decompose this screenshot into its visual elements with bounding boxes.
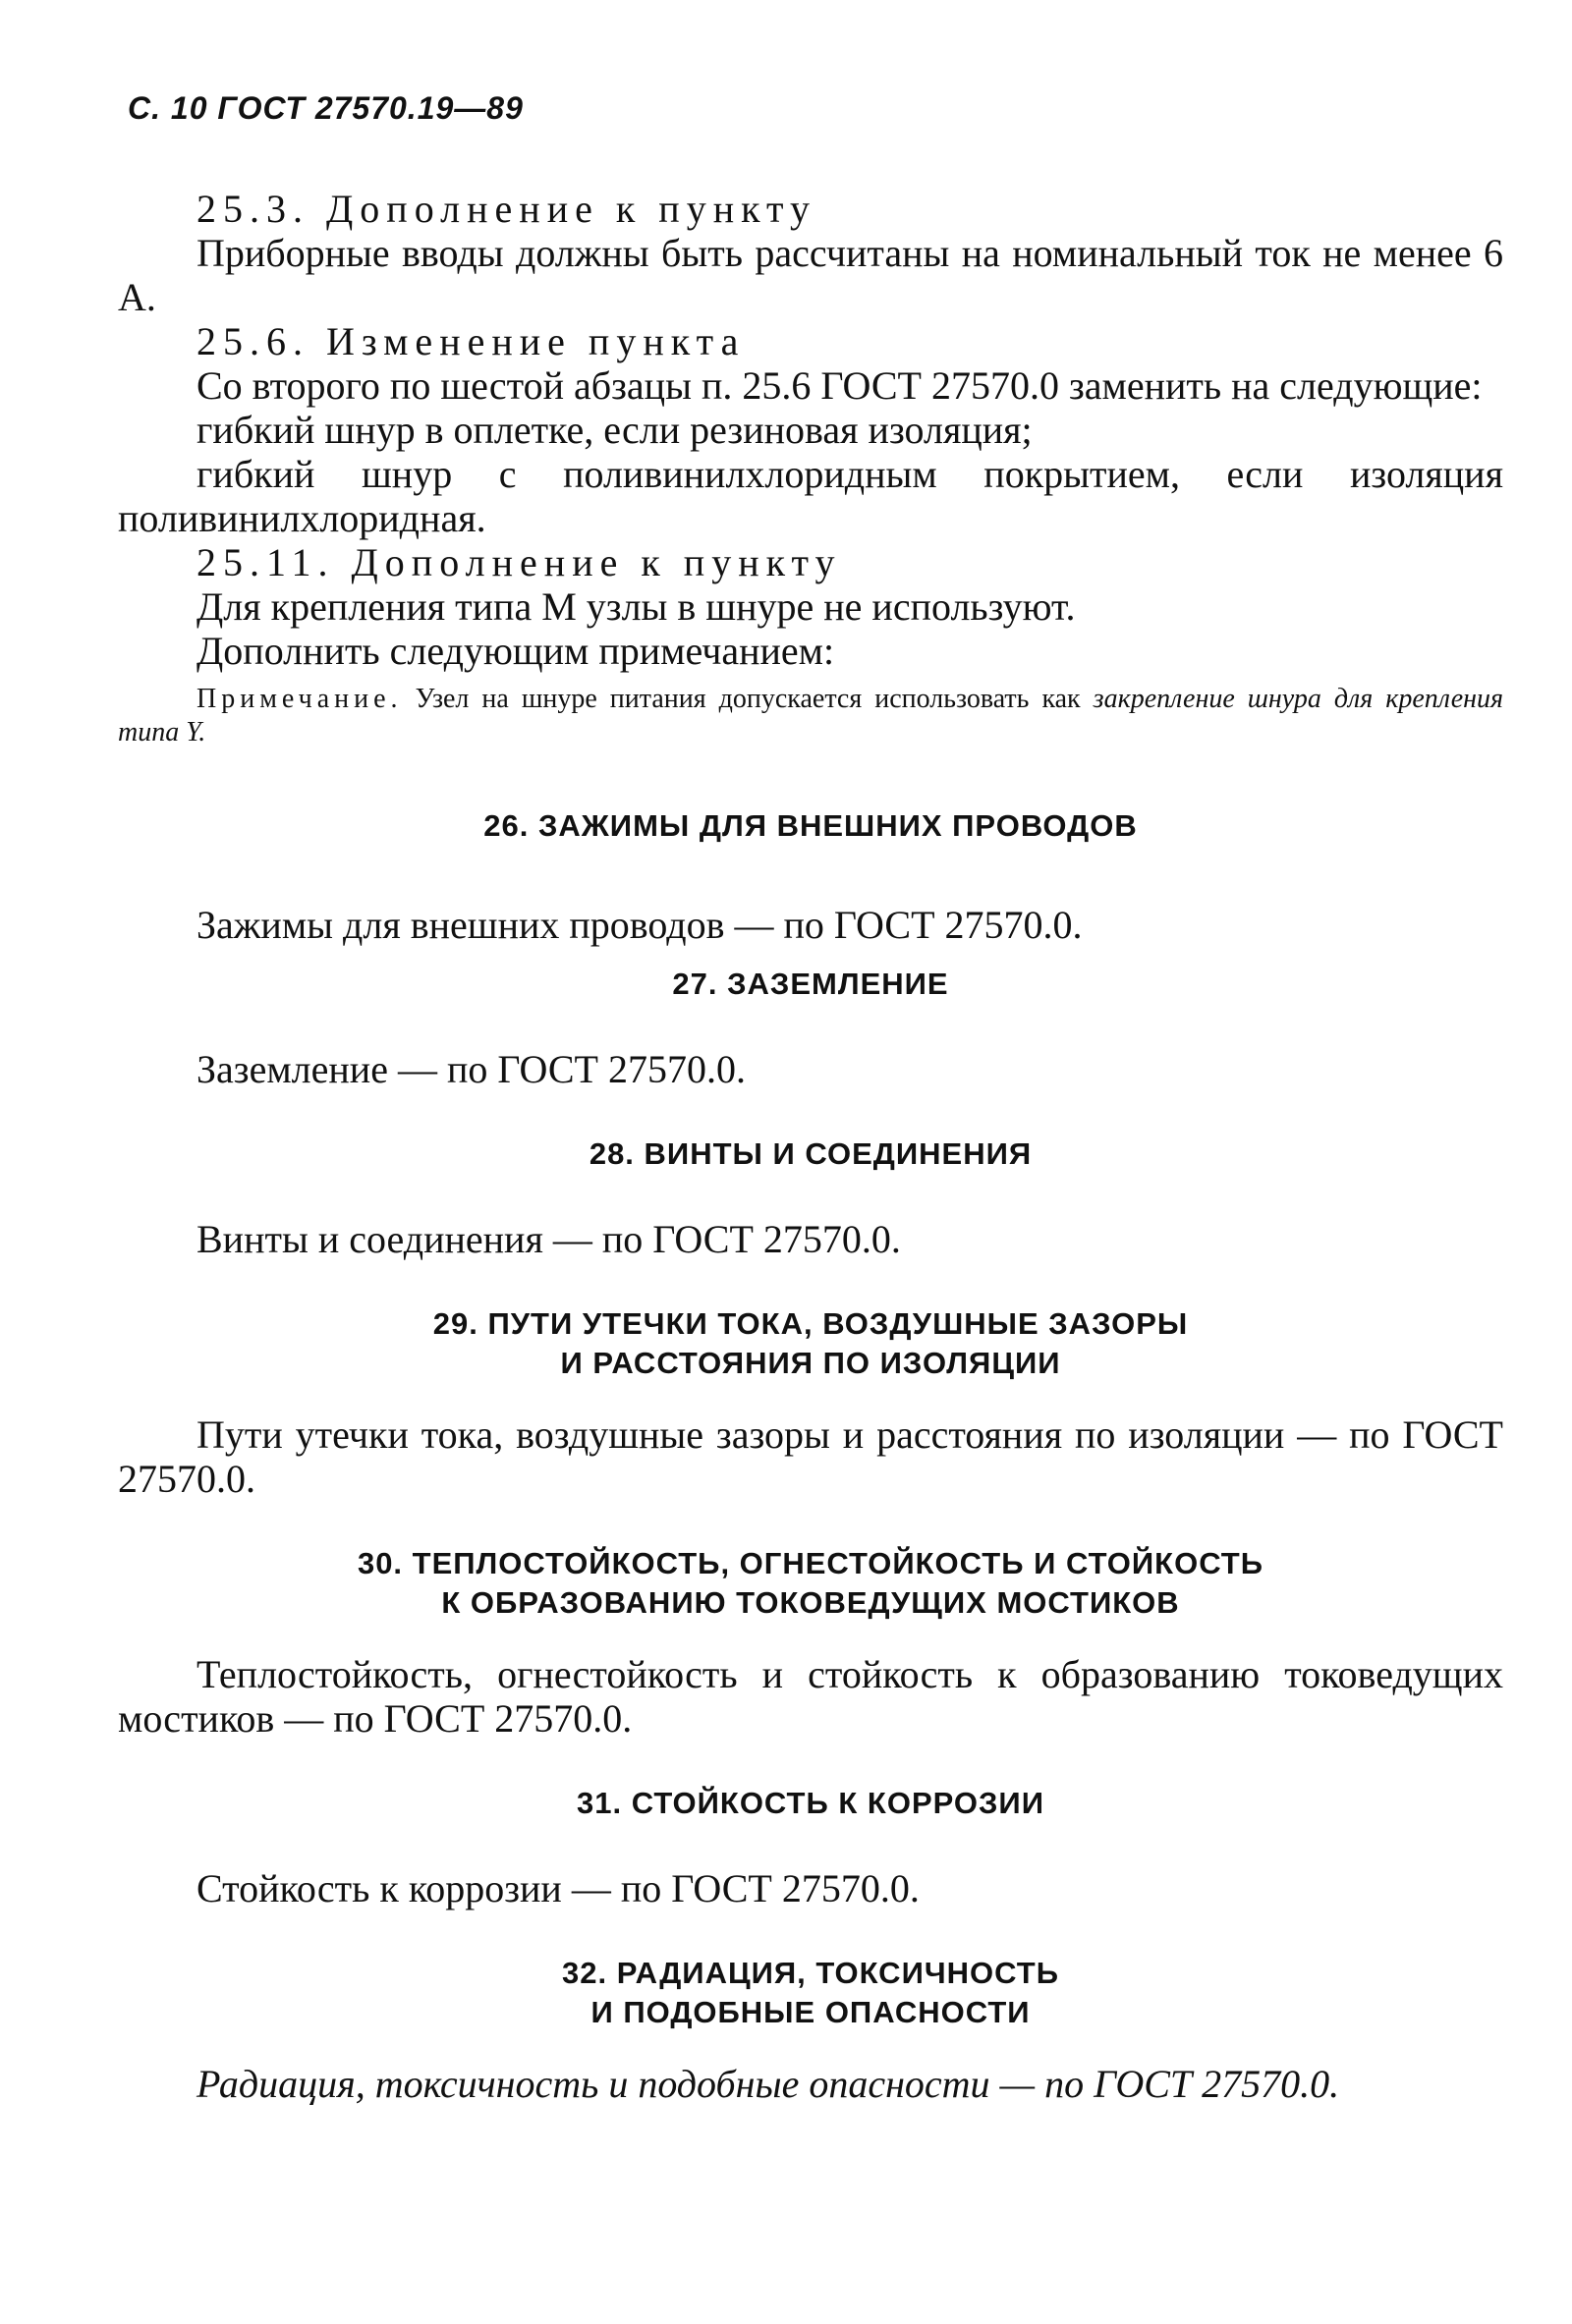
section-30-heading-line-1: 30. ТЕПЛОСТОЙКОСТЬ, ОГНЕСТОЙКОСТЬ И СТОЙКОСТЬ: [357, 1546, 1264, 1580]
section-27-text: Заземление — по ГОСТ 27570.0.: [196, 1047, 746, 1091]
clause-25-11-supplement: Дополнить следующим примечанием:: [196, 629, 835, 673]
section-29-heading-line-2: И РАССТОЯНИЯ ПО ИЗОЛЯЦИИ: [560, 1346, 1061, 1380]
clause-25-3-text: Приборные вводы должны быть рассчитаны на номинальный ток не менее 6 А.: [118, 231, 1503, 319]
clause-25-11-note: [118, 683, 1503, 749]
section-30-heading-line-2: К ОБРАЗОВАНИЮ ТОКОВЕДУЩИХ МОСТИКОВ: [441, 1585, 1180, 1620]
section-28-text: Винты и соединения — по ГОСТ 27570.0.: [196, 1217, 901, 1261]
section-32-heading-line-1: 32. РАДИАЦИЯ, ТОКСИЧНОСТЬ: [562, 1956, 1059, 1990]
clause-25-6-title: 25.6. Изменение пункта: [196, 319, 746, 363]
clause-25-11-title: 25.11. Дополнение к пункту: [196, 540, 842, 584]
note-label: Примечание.: [196, 684, 403, 714]
section-32-heading-line-2: И ПОДОБНЫЕ ОПАСНОСТИ: [590, 1995, 1031, 2029]
section-29-heading-line-1: 29. ПУТИ УТЕЧКИ ТОКА, ВОЗДУШНЫЕ ЗАЗОРЫ: [432, 1306, 1189, 1341]
clause-25-6-text: Со второго по шестой абзацы п. 25.6 ГОСТ 27570.0 заменить на следующие:: [196, 363, 1483, 408]
section-31-text: Стойкость к коррозии — по ГОСТ 27570.0.: [196, 1866, 920, 1910]
section-29-text: Пути утечки тока, воздушные зазоры и расстояния по изоляции — по ГОСТ 27570.0.: [118, 1412, 1503, 1501]
note-text: Узел на шнуре питания допускается использовать как: [415, 684, 1081, 714]
clause-25-6-item-1: гибкий шнур в оплетке, если резиновая изоляция;: [196, 408, 1033, 452]
clause-25-3-title: 25.3. Дополнение к пункту: [196, 187, 816, 231]
clause-25-11-text: Для крепления типа М узлы в шнуре не используют.: [196, 584, 1076, 629]
section-26-text: Зажимы для внешних проводов — по ГОСТ 27570.0.: [196, 903, 1083, 947]
section-27-heading: 27. ЗАЗЕМЛЕНИЕ: [672, 967, 949, 1001]
page-header: С. 10 ГОСТ 27570.19—89: [128, 90, 524, 126]
section-30-text: Теплостойкость, огнестойкость и стойкость к образованию токоведущих мостиков — по ГОСТ 27570.0.: [118, 1652, 1503, 1741]
section-28-heading: 28. ВИНТЫ И СОЕДИНЕНИЯ: [589, 1136, 1033, 1171]
document-body: [118, 187, 1503, 2106]
clause-25-6-item-2: гибкий шнур с поливинилхлоридным покрытием, если изоляция поливинилхлоридная.: [118, 452, 1503, 540]
section-32-text: Радиация, токсичность и подобные опасности — по ГОСТ 27570.0.: [196, 2062, 1340, 2106]
section-26-heading: 26. ЗАЖИМЫ ДЛЯ ВНЕШНИХ ПРОВОДОВ: [483, 808, 1138, 843]
section-31-heading: 31. СТОЙКОСТЬ К КОРРОЗИИ: [577, 1786, 1044, 1820]
note-tail: закрепление шнура для крепления типа Y.: [118, 684, 1504, 747]
